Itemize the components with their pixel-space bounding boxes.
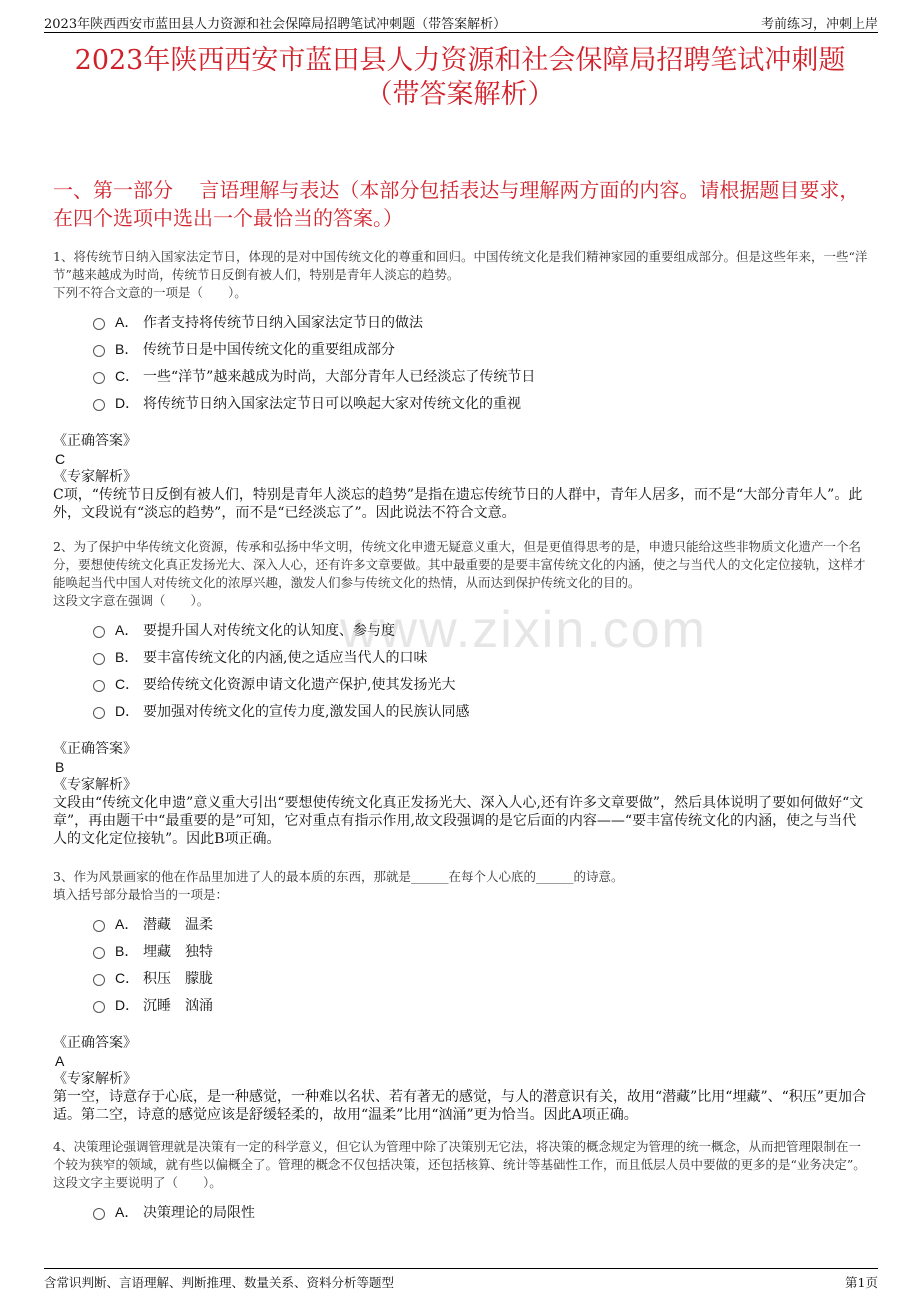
section-heading: 一、第一部分 言语理解与表达（本部分包括表达与理解两方面的内容。请根据题目要求，在四个选项中选出一个最恰当的答案。） xyxy=(53,178,860,230)
answer-block xyxy=(53,432,868,522)
option-text: 传统节日是中国传统文化的重要组成部分 xyxy=(143,341,395,358)
watermark: www.zixin.com xyxy=(340,601,707,659)
option-b[interactable] xyxy=(53,335,868,362)
option-letter: D． xyxy=(115,702,140,719)
option-text: 要给传统文化资源申请文化遗产保护,使其发扬光大 xyxy=(143,676,456,693)
running-footer xyxy=(44,1268,878,1291)
question-text: 2、为了保护中华传统文化资源，传承和弘扬中华文明，传统文化申遗无疑意义重大，但是更值得思考的是，申遗只能给这些非物质文化遗产一个名分，要想使传统文化真正发扬光大、深入人心，还有许多文章要做。其中最重要的是要丰富传统文化的内涵，使之与当代人的文化定位接轨，这样才能唤起当代中国人对传统文化的浓厚兴趣，激发人们参与传统文化的热情，从而达到保护传统文化的目的。 这段文字意在强调（ ）。 xyxy=(53,539,866,608)
document-title: 2023年陕西西安市蓝田县人力资源和社会保障局招聘笔试冲刺题（带答案解析） xyxy=(74,45,846,110)
footer-description: 含常识判断、言语理解、判断推理、数量关系、资料分析等题型 xyxy=(44,1275,395,1290)
option-a[interactable] xyxy=(53,1198,868,1225)
option-letter: A． xyxy=(115,313,139,330)
question-text: 1、将传统节日纳入国家法定节日，体现的是对中国传统文化的尊重和回归。中国传统文化是我们精神家园的重要组成部分。但是这些年来，一些“洋节”越来越成为时尚，传统节日反倒有被人们，特别是青年人淡忘的趋势。 下列不符合文意的一项是（ ）。 xyxy=(53,249,868,300)
answer-block xyxy=(53,740,868,848)
answer-label: 《正确答案》 xyxy=(53,1035,137,1051)
options-list xyxy=(53,308,868,416)
radio-button-icon[interactable] xyxy=(93,345,105,357)
options-list xyxy=(53,616,868,724)
analysis-text: 第一空，诗意存于心底，是一种感觉，一种难以名状、若有著无的感觉，与人的潜意识有关，故用“潜藏”比用“埋藏”、“积压”更加合适。第二空，诗意的感觉应该是舒缓轻柔的，故用“温柔”比用“汹涌”更为恰当。因此A项正确。 xyxy=(53,1089,866,1123)
option-letter: B． xyxy=(115,942,139,959)
option-letter: B． xyxy=(115,648,139,665)
option-a[interactable] xyxy=(53,308,868,335)
option-text: 埋藏 独特 xyxy=(143,943,213,960)
header-document-name: 2023年陕西西安市蓝田县人力资源和社会保障局招聘笔试冲刺题（带答案解析） xyxy=(44,17,507,32)
question-text: 3、作为风景画家的他在作品里加进了人的最本质的东西，那就是______在每个人心底的______的诗意。 填入括号部分最恰当的一项是： xyxy=(53,869,624,902)
radio-button-icon[interactable] xyxy=(93,626,105,638)
analysis-label: 《专家解析》 xyxy=(53,777,137,793)
radio-button-icon[interactable] xyxy=(93,1208,105,1220)
analysis-text: 文段由“传统文化申遗”意义重大引出“要想使传统文化真正发扬光大、深入人心,还有许多文章要做”，然后具体说明了要如何做好“文章”，再由题干中“最重要的是”可知，它对重点有指示作用,故文段强调的是它后面的内容——“要丰富传统文化的内涵，使之与当代人的文化定位接轨”。因此B项正确。 xyxy=(53,795,864,847)
question-1 xyxy=(53,248,868,522)
option-c[interactable] xyxy=(53,964,868,991)
answer-label: 《正确答案》 xyxy=(53,433,137,449)
option-a[interactable] xyxy=(53,910,868,937)
option-text: 积压 朦胧 xyxy=(143,970,213,987)
radio-button-icon[interactable] xyxy=(93,920,105,932)
options-list xyxy=(53,910,868,1018)
option-text: 要丰富传统文化的内涵,使之适应当代人的口味 xyxy=(143,649,428,666)
options-list xyxy=(53,1198,868,1225)
correct-answer: B xyxy=(55,759,65,775)
radio-button-icon[interactable] xyxy=(93,680,105,692)
answer-block xyxy=(53,1034,868,1124)
correct-answer: A xyxy=(55,1053,65,1069)
question-2 xyxy=(53,538,868,848)
option-letter: B． xyxy=(115,340,139,357)
analysis-label: 《专家解析》 xyxy=(53,469,137,485)
option-b[interactable] xyxy=(53,937,868,964)
radio-button-icon[interactable] xyxy=(93,1001,105,1013)
analysis-label: 《专家解析》 xyxy=(53,1071,137,1087)
option-text: 沉睡 汹涌 xyxy=(143,997,213,1014)
option-letter: A． xyxy=(115,915,139,932)
option-letter: C． xyxy=(115,675,140,692)
option-text: 潜藏 温柔 xyxy=(143,916,213,933)
option-d[interactable] xyxy=(53,991,868,1018)
header-slogan: 考前练习，冲刺上岸 xyxy=(760,17,878,32)
correct-answer: C xyxy=(55,451,66,467)
option-letter: A． xyxy=(115,1203,139,1220)
radio-button-icon[interactable] xyxy=(93,974,105,986)
option-letter: C． xyxy=(115,969,140,986)
radio-button-icon[interactable] xyxy=(93,372,105,384)
option-text: 将传统节日纳入国家法定节日可以唤起大家对传统文化的重视 xyxy=(143,395,521,412)
page-number: 第1页 xyxy=(845,1275,878,1290)
answer-label: 《正确答案》 xyxy=(53,741,137,757)
option-b[interactable] xyxy=(53,643,868,670)
analysis-text: C项，“传统节日反倒有被人们，特别是青年人淡忘的趋势”是指在遗忘传统节日的人群中，青年人居多，而不是“大部分青年人”。此外，文段说有“淡忘的趋势”，而不是“已经淡忘了”。因此说法不符合文意。 xyxy=(53,487,863,521)
option-text: 要加强对传统文化的宣传力度,激发国人的民族认同感 xyxy=(143,703,470,720)
radio-button-icon[interactable] xyxy=(93,318,105,330)
radio-button-icon[interactable] xyxy=(93,947,105,959)
running-header xyxy=(44,10,878,33)
radio-button-icon[interactable] xyxy=(93,707,105,719)
option-text: 作者支持将传统节日纳入国家法定节日的做法 xyxy=(143,314,423,331)
option-letter: D． xyxy=(115,996,140,1013)
radio-button-icon[interactable] xyxy=(93,399,105,411)
option-text: 一些“洋节”越来越成为时尚，大部分青年人已经淡忘了传统节日 xyxy=(143,368,536,385)
question-text: 4、决策理论强调管理就是决策有一定的科学意义，但它认为管理中除了决策别无它法，将决策的概念规定为管理的统一概念，从而把管理限制在一个较为狭窄的领域，就有些以偏概全了。管理的概念不仅包括决策，还包括核算、统计等基础性工作，而且低层人员中要做的更多的是“业务决定”。 这段文字主要说明了（ ）。 xyxy=(53,1139,866,1190)
option-a[interactable] xyxy=(53,616,868,643)
option-letter: C． xyxy=(115,367,140,384)
option-d[interactable] xyxy=(53,697,868,724)
option-text: 要提升国人对传统文化的认知度、参与度 xyxy=(143,622,395,639)
option-letter: D． xyxy=(115,394,140,411)
option-c[interactable] xyxy=(53,362,868,389)
radio-button-icon[interactable] xyxy=(93,653,105,665)
question-4 xyxy=(53,1138,868,1225)
question-3 xyxy=(53,868,868,1124)
option-d[interactable] xyxy=(53,389,868,416)
option-c[interactable] xyxy=(53,670,868,697)
option-letter: A． xyxy=(115,621,139,638)
option-text: 决策理论的局限性 xyxy=(143,1204,255,1221)
